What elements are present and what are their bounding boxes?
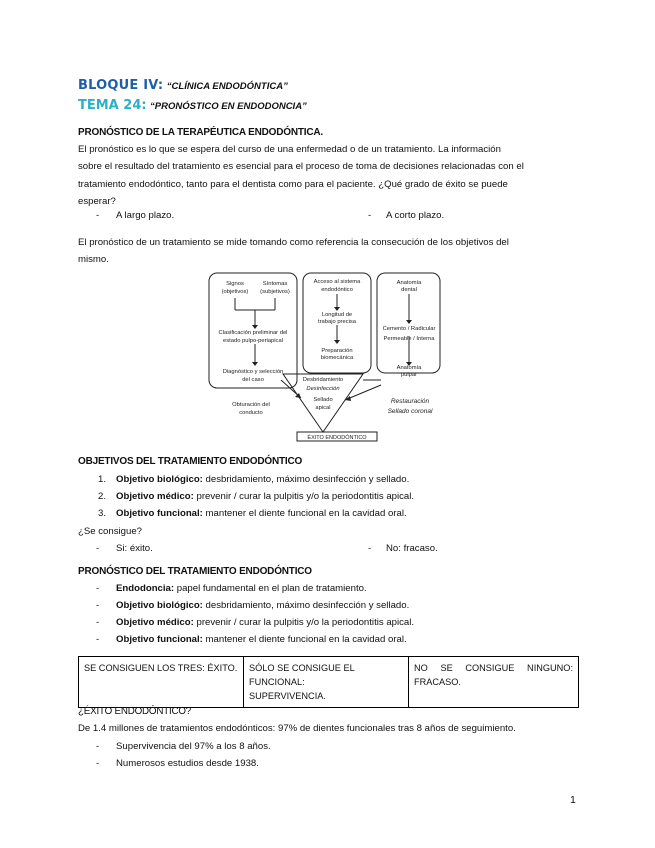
item-label: Objetivo médico:: [116, 491, 194, 502]
paragraph-intro: [78, 141, 578, 210]
tema-subtitle: “PRONÓSTICO EN ENDODONCIA”: [150, 101, 307, 112]
item-label: Endodoncia:: [116, 583, 175, 594]
item-text: mantener el diente funcional en la cavidad oral.: [202, 508, 407, 519]
diagram-label: ÉXITO ENDODÓNTICO: [307, 435, 367, 441]
diagram-label: Síntomas: [262, 281, 288, 287]
diagram-label: Anatomía: [396, 365, 422, 371]
cell-text: SÓLO SE CONSIGUE EL FUNCIONAL:: [249, 663, 355, 687]
diagram-label: endodóntico: [321, 287, 353, 293]
diagram-label: Clasificación preliminar del: [218, 330, 288, 336]
section-heading-pronostico-terapeutica: PRONÓSTICO DE LA TERAPÉUTICA ENDODÓNTICA.: [78, 127, 323, 138]
bloque-subtitle: “CLÍNICA ENDODÓNTICA”: [166, 81, 288, 92]
diagram-label: Sellado coronal: [387, 408, 433, 415]
diagram-label: Sellado: [313, 397, 333, 403]
diagram-label: Signos: [226, 281, 244, 287]
item-label: Objetivo médico:: [116, 617, 194, 628]
diagram-label: Acceso al sistema: [313, 279, 361, 285]
item-text: papel fundamental en el plan de tratamiento.: [174, 583, 367, 594]
question-se-consigue: ¿Se consigue?: [78, 526, 142, 537]
bloque-title: [78, 78, 288, 93]
bullet-dash: -: [96, 583, 100, 594]
diagram-label: (objetivos): [221, 289, 249, 295]
item-text: desbridamiento, máximo desinfección y sellado.: [202, 600, 410, 611]
paragraph-line: mismo.: [78, 254, 109, 266]
bullet-dash: -: [96, 741, 100, 752]
paragraph-line: tratamiento endodóntico, tanto para el dentista como para el paciente. ¿Qué grado de éxito se puede: [78, 178, 508, 190]
bullet-dash: -: [96, 634, 100, 645]
diagram-label: Desinfección: [306, 386, 340, 392]
section-heading-pronostico-tratamiento: PRONÓSTICO DEL TRATAMIENTO ENDODÓNTICO: [78, 566, 312, 577]
diagram-label: del caso: [242, 377, 264, 383]
tema-title: [78, 98, 307, 113]
bullet-dash: -: [368, 210, 372, 221]
diagram-label: Preparación: [321, 348, 353, 354]
diagram-label: biomecánica: [320, 355, 354, 361]
bullet-supervivencia: Supervivencia del 97% a los 8 años.: [116, 741, 271, 752]
paragraph-line: esperar?: [78, 195, 116, 207]
table-cell-supervivencia: [244, 657, 409, 708]
bullet-dash: -: [96, 617, 100, 628]
item-text: prevenir / curar la pulpitis y/o la periodontitis apical.: [193, 617, 415, 628]
diagram-label: Restauración: [390, 398, 430, 405]
diagram-label: Obturación del: [232, 402, 270, 408]
cell-text: FRACASO.: [414, 677, 461, 687]
diagram-label: Cemento / Radicular: [382, 326, 436, 332]
bullet-largo-plazo: A largo plazo.: [116, 210, 175, 221]
table-cell-fracaso: [409, 657, 579, 708]
page-number: 1: [570, 794, 576, 806]
diagram-label: pulpar: [400, 372, 418, 378]
bullet-dash: -: [368, 543, 372, 554]
diagram-label: Permeable / Interna: [383, 336, 435, 342]
paragraph-measure: [78, 234, 578, 269]
cell-text: SE CONSIGUEN LOS TRES: ÉXITO.: [84, 663, 238, 673]
bullet-dash: -: [96, 210, 100, 221]
paragraph-line: sobre el resultado del tratamiento es esencial para el proceso de toma de decisiones relacionadas con el: [78, 161, 524, 173]
item-label: Objetivo funcional:: [116, 508, 203, 519]
list-item: [116, 583, 367, 594]
bullet-corto-plazo: A corto plazo.: [386, 210, 445, 221]
bullet-dash: -: [96, 600, 100, 611]
paragraph-line: El pronóstico es lo que se espera del curso de una enfermedad o de un tratamiento. La información: [78, 144, 501, 155]
outcomes-table: [78, 656, 579, 708]
bloque-key: BLOQUE IV:: [78, 78, 164, 93]
diagram-label: estado pulpo-periapical: [223, 338, 283, 344]
list-item: [116, 491, 414, 502]
diagram-label: Longitud de: [321, 312, 353, 318]
list-item: [116, 508, 407, 519]
paragraph-exito: De 1.4 millones de tratamientos endodónticos: 97% de dientes funcionales tras 8 años de seguimiento.: [78, 723, 516, 734]
diagram-label: Diagnóstico y selección: [222, 369, 284, 375]
endodontic-success-diagram: [205, 270, 445, 443]
diagram-label: (subjetivos): [260, 289, 290, 295]
section-heading-exito: ¿ÉXITO ENDODÓNTICO?: [78, 706, 192, 717]
list-number: 1.: [98, 474, 107, 485]
section-heading-objetivos: OBJETIVOS DEL TRATAMIENTO ENDODÓNTICO: [78, 456, 303, 467]
item-text: desbridamiento, máximo desinfección y sellado.: [202, 474, 410, 485]
bullet-no: No: fracaso.: [386, 543, 438, 554]
bullet-estudios: Numerosos estudios desde 1938.: [116, 758, 259, 769]
diagram-label: apical: [315, 405, 331, 411]
cell-text: SUPERVIVENCIA.: [249, 691, 326, 701]
list-item: [116, 617, 414, 628]
item-label: Objetivo biológico:: [116, 474, 203, 485]
table-cell-exito: [79, 657, 244, 708]
paragraph-line: El pronóstico de un tratamiento se mide tomando como referencia la consecución de los objetivos del: [78, 237, 509, 248]
table-row: [79, 657, 579, 708]
bullet-si: Si: éxito.: [116, 543, 153, 554]
item-text: mantener el diente funcional en la cavidad oral.: [202, 634, 407, 645]
list-number: 3.: [98, 508, 107, 519]
cell-text: NO SE CONSIGUE NINGUNO:: [414, 663, 573, 673]
list-number: 2.: [98, 491, 107, 502]
diagram-label: conducto: [239, 410, 263, 416]
diagram-label: Anatomía: [396, 280, 422, 286]
list-item: [116, 600, 409, 611]
item-label: Objetivo biológico:: [116, 600, 203, 611]
item-label: Objetivo funcional:: [116, 634, 203, 645]
item-text: prevenir / curar la pulpitis y/o la periodontitis apical.: [193, 491, 415, 502]
bullet-dash: -: [96, 758, 100, 769]
bullet-dash: -: [96, 543, 100, 554]
diagram-label: trabajo precisa: [317, 319, 357, 325]
list-item: [116, 474, 409, 485]
tema-key: TEMA 24:: [78, 98, 147, 113]
list-item: [116, 634, 407, 645]
diagram-label: dental: [401, 287, 417, 293]
diagram-label: Desbridamiento: [302, 377, 344, 383]
